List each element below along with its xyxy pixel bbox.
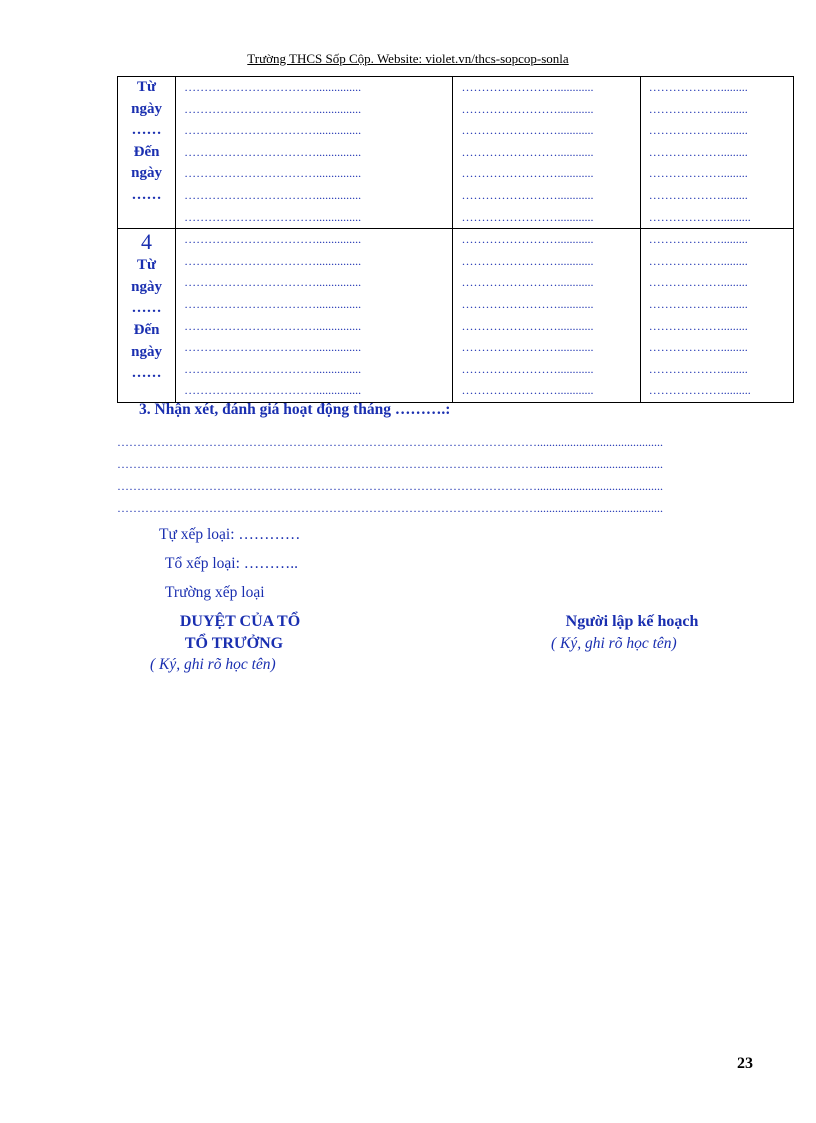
week-label-line: …… — [131, 300, 162, 317]
dotted-line: ……………………………............... — [184, 275, 362, 290]
content-cell — [176, 77, 453, 229]
week-number: 4 — [141, 229, 153, 255]
dotted-line: ……………………............ — [461, 232, 594, 247]
dotted-line: ……………………………............... — [184, 318, 362, 333]
dotted-line: …………………………………………………………………………………………….......................................... — [117, 435, 663, 449]
dotted-line: ……………………............ — [461, 101, 594, 116]
dotted-line: ……………………………............... — [184, 253, 362, 268]
week-label-line: Từ — [137, 79, 157, 95]
dotted-line: ………………......... — [648, 80, 748, 94]
week-label-line: ngày — [131, 100, 162, 117]
week-cell — [118, 229, 176, 403]
dotted-line: ……………………............ — [461, 144, 594, 159]
dotted-line: ……………………............ — [461, 275, 594, 290]
week-label-line: Từ — [137, 257, 157, 274]
planner-signature-note: ( Ký, ghi rõ học tên) — [551, 635, 677, 652]
dotted-line: …………………………………………………………………………………………….......................................... — [117, 479, 663, 493]
dotted-line: ………………......... — [648, 144, 748, 159]
content-cell — [176, 229, 453, 403]
dotted-line: ……………………………............... — [184, 296, 362, 311]
dotted-line: ……………………………............... — [184, 340, 362, 355]
page-number: 23 — [737, 1055, 753, 1072]
dotted-line: ………………......... — [648, 318, 748, 333]
dotted-line: ………………......... — [648, 361, 748, 376]
group-rating: Tổ xếp loại: ……….. — [165, 555, 299, 572]
content-cell — [453, 77, 640, 229]
dotted-line: ……………………............ — [461, 318, 594, 333]
content-cell — [640, 77, 793, 229]
dotted-line: ……………………………............... — [184, 166, 362, 181]
school-rating: Trường xếp loại — [165, 584, 265, 601]
dotted-line: ……………………………............... — [184, 383, 362, 398]
dotted-line: ………………......... — [648, 253, 748, 268]
dotted-line: ……………….......... — [648, 209, 751, 224]
dotted-line: ………………......... — [648, 296, 748, 311]
planner-title: Người lập kế hoạch — [565, 613, 699, 630]
dotted-line: ……………………………............... — [184, 144, 362, 159]
dotted-line: ………………......... — [648, 232, 748, 247]
dotted-line: ……………………………............... — [184, 209, 362, 224]
dotted-line: ……………………............ — [461, 166, 594, 181]
week-label-line: Đến — [133, 143, 160, 160]
dotted-line: ……………….......... — [648, 383, 751, 398]
week-label-line: …… — [131, 122, 162, 139]
content-cell — [640, 229, 793, 403]
week-label-line: …… — [131, 365, 162, 382]
dotted-line: ……………………………............... — [184, 101, 362, 116]
week-label-line: ngày — [131, 343, 162, 360]
dotted-line: ………………......... — [648, 187, 748, 202]
week-label-line: Đến — [133, 321, 160, 338]
section-3-title: 3. Nhận xét, đánh giá hoạt động tháng ……….: — [139, 401, 451, 418]
dotted-line: ……………………............ — [461, 253, 594, 268]
dotted-line: …………………………………………………………………………………………….......................................... — [117, 457, 663, 471]
dotted-line: ……………………………............... — [184, 80, 362, 94]
week-label-line: …… — [131, 186, 162, 203]
dotted-line: ………………......... — [648, 340, 748, 355]
group-leader-title: TỔ TRƯỞNG — [184, 635, 284, 652]
dotted-line: ……………………………............... — [184, 361, 362, 376]
dotted-line: ……………………………............... — [184, 232, 362, 247]
dotted-line: ………………......... — [648, 275, 748, 290]
page-header: Trường THCS Sốp Cộp. Website: violet.vn/thcs-sopcop-sonla — [247, 51, 569, 66]
table-row — [118, 77, 794, 229]
dotted-line: ………………......... — [648, 123, 748, 138]
dotted-line: ……………………………............... — [184, 187, 362, 202]
dotted-line: ……………………............ — [461, 187, 594, 202]
approval-signature-note: ( Ký, ghi rõ học tên) — [150, 656, 276, 673]
dotted-line: ……………………………............... — [184, 123, 362, 138]
dotted-line: ……………………............ — [461, 383, 594, 398]
dotted-line: ……………………............ — [461, 296, 594, 311]
table-row — [118, 229, 794, 403]
dotted-line: ……………………............ — [461, 123, 594, 138]
evaluation-lines — [117, 431, 757, 519]
dotted-line: ……………………............ — [461, 361, 594, 376]
content-cell — [453, 229, 640, 403]
approval-title: DUYỆT CỦA TỔ — [179, 613, 301, 630]
dotted-line: ……………………............ — [461, 340, 594, 355]
week-cell — [118, 77, 176, 229]
dotted-line: …………………………………………………………………………………………….......................................... — [117, 501, 663, 515]
week-label-line: ngày — [131, 165, 162, 182]
dotted-line: ………………......... — [648, 166, 748, 181]
weekly-plan-table — [117, 76, 794, 403]
dotted-line: ……………………............ — [461, 80, 594, 94]
dotted-line: ……………………............ — [461, 209, 594, 224]
self-rating: Tự xếp loại: ………… — [159, 526, 301, 543]
dotted-line: ………………......... — [648, 101, 748, 116]
week-label-line: ngày — [131, 278, 162, 295]
